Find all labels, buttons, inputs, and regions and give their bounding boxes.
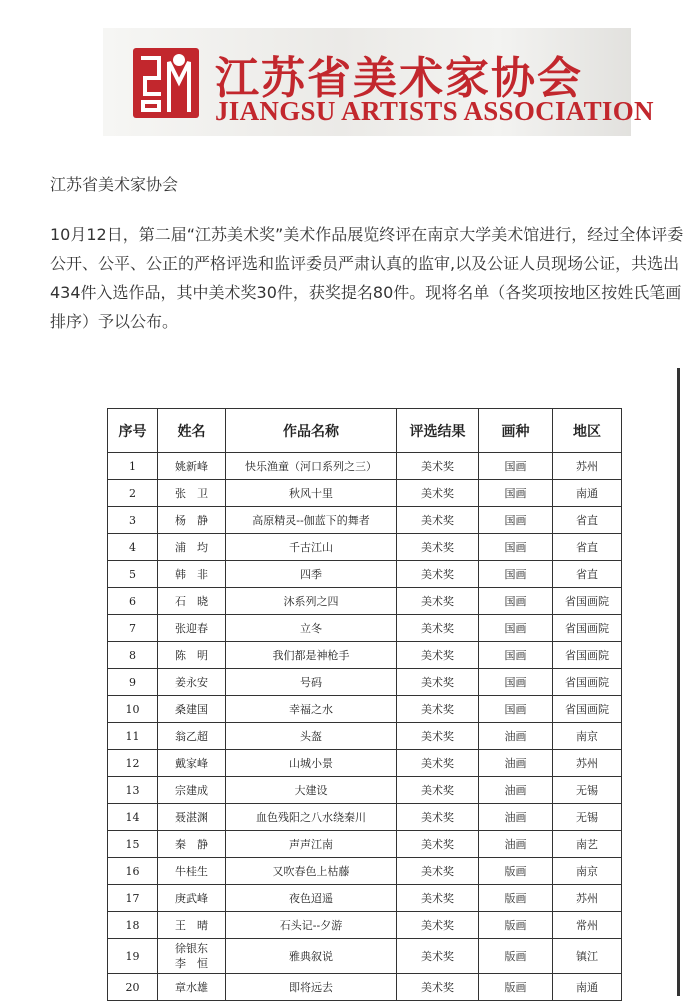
cell-name: 张迎春 [158, 615, 226, 642]
cell-work-title: 号码 [226, 669, 397, 696]
cell-genre: 国画 [479, 453, 553, 480]
cell-region: 常州 [553, 912, 622, 939]
table-row [108, 669, 622, 696]
table-row [108, 453, 622, 480]
cell-number: 20 [108, 974, 158, 1001]
cell-result: 美术奖 [397, 858, 479, 885]
cell-result: 美术奖 [397, 642, 479, 669]
cell-genre: 油画 [479, 777, 553, 804]
cell-region: 苏州 [553, 750, 622, 777]
cell-region: 南京 [553, 723, 622, 750]
cell-region: 苏州 [553, 885, 622, 912]
cell-genre: 版画 [479, 885, 553, 912]
cell-result: 美术奖 [397, 669, 479, 696]
table-row [108, 939, 622, 974]
cell-region: 南通 [553, 974, 622, 1001]
cell-number: 4 [108, 534, 158, 561]
table-row [108, 561, 622, 588]
cell-region: 南通 [553, 480, 622, 507]
cell-number: 16 [108, 858, 158, 885]
cell-result: 美术奖 [397, 723, 479, 750]
article-source: 江苏省美术家协会 [50, 175, 179, 194]
cell-genre: 国画 [479, 588, 553, 615]
cell-number: 9 [108, 669, 158, 696]
cell-result: 美术奖 [397, 507, 479, 534]
seal-glyph-icon [133, 48, 199, 118]
cell-number: 17 [108, 885, 158, 912]
table-row [108, 588, 622, 615]
cell-work-title: 千古江山 [226, 534, 397, 561]
cell-number: 10 [108, 696, 158, 723]
table-row [108, 974, 622, 1001]
cell-name: 章水雄 [158, 974, 226, 1001]
table-row [108, 858, 622, 885]
cell-result: 美术奖 [397, 974, 479, 1001]
cell-work-title: 沐系列之四 [226, 588, 397, 615]
banner-title-chinese: 江苏省美术家协会 [215, 53, 583, 104]
cell-genre: 油画 [479, 831, 553, 858]
cell-result: 美术奖 [397, 885, 479, 912]
cell-work-title: 大建设 [226, 777, 397, 804]
cell-name: 浦 均 [158, 534, 226, 561]
cell-number: 18 [108, 912, 158, 939]
cell-genre: 国画 [479, 615, 553, 642]
cell-name: 戴家峰 [158, 750, 226, 777]
cell-result: 美术奖 [397, 750, 479, 777]
cell-region: 省直 [553, 561, 622, 588]
cell-work-title: 又吹春色上枯藤 [226, 858, 397, 885]
cell-number: 6 [108, 588, 158, 615]
cell-genre: 油画 [479, 723, 553, 750]
cell-name: 桑建国 [158, 696, 226, 723]
header-work-title: 作品名称 [226, 409, 397, 453]
cell-region: 省国画院 [553, 669, 622, 696]
cell-name: 聂湛渊 [158, 804, 226, 831]
cell-result: 美术奖 [397, 912, 479, 939]
header-region: 地区 [553, 409, 622, 453]
cell-number: 8 [108, 642, 158, 669]
association-seal-logo [133, 48, 199, 118]
cell-result: 美术奖 [397, 831, 479, 858]
table-row [108, 534, 622, 561]
cell-genre: 国画 [479, 561, 553, 588]
cell-name: 秦 静 [158, 831, 226, 858]
cell-name: 宗建成 [158, 777, 226, 804]
cell-region: 省国画院 [553, 696, 622, 723]
cell-name: 杨 静 [158, 507, 226, 534]
cell-work-title: 雅典叙说 [226, 939, 397, 974]
banner-title-english: JIANGSU ARTISTS ASSOCIATION [215, 96, 654, 126]
scrollbar-line [677, 368, 680, 996]
association-banner [103, 28, 654, 136]
cell-genre: 国画 [479, 669, 553, 696]
cell-number: 19 [108, 939, 158, 974]
cell-work-title: 夜色迢遥 [226, 885, 397, 912]
cell-number: 7 [108, 615, 158, 642]
cell-region: 省国画院 [553, 642, 622, 669]
cell-name: 徐银东 李 恒 [158, 939, 226, 974]
cell-genre: 国画 [479, 642, 553, 669]
header-result: 评选结果 [397, 409, 479, 453]
cell-result: 美术奖 [397, 453, 479, 480]
cell-work-title: 我们都是神枪手 [226, 642, 397, 669]
article-paragraph: 10月12日，第二届“江苏美术奖”美术作品展览终评在南京大学美术馆进行，经过全体评委公开、公平、公正的严格评选和监评委员严肃认真的监审,以及公证人员现场公证，共选出434件入选作品，其中美术奖30件，获奖提名80件。现将名单（各奖项按地区按姓氏笔画排序）予以公布。 [50, 225, 684, 331]
cell-work-title: 石头记--夕游 [226, 912, 397, 939]
cell-name: 陈 明 [158, 642, 226, 669]
table-row [108, 696, 622, 723]
cell-region: 省直 [553, 507, 622, 534]
cell-result: 美术奖 [397, 588, 479, 615]
cell-result: 美术奖 [397, 777, 479, 804]
cell-genre: 版画 [479, 939, 553, 974]
header-genre: 画种 [479, 409, 553, 453]
table-row [108, 507, 622, 534]
cell-region: 省直 [553, 534, 622, 561]
cell-work-title: 头盔 [226, 723, 397, 750]
cell-genre: 版画 [479, 974, 553, 1001]
cell-work-title: 即将远去 [226, 974, 397, 1001]
table-header-row [108, 409, 622, 453]
cell-name: 牛桂生 [158, 858, 226, 885]
cell-region: 省国画院 [553, 588, 622, 615]
table-row [108, 750, 622, 777]
table-row [108, 777, 622, 804]
cell-name: 张 卫 [158, 480, 226, 507]
cell-number: 5 [108, 561, 158, 588]
cell-genre: 国画 [479, 534, 553, 561]
cell-number: 15 [108, 831, 158, 858]
table-row [108, 804, 622, 831]
cell-genre: 国画 [479, 696, 553, 723]
cell-result: 美术奖 [397, 561, 479, 588]
table-row [108, 615, 622, 642]
cell-name: 姜永安 [158, 669, 226, 696]
header-number: 序号 [108, 409, 158, 453]
cell-region: 无锡 [553, 804, 622, 831]
cell-number: 3 [108, 507, 158, 534]
cell-genre: 国画 [479, 507, 553, 534]
cell-genre: 国画 [479, 480, 553, 507]
cell-name: 石 晓 [158, 588, 226, 615]
cell-genre: 油画 [479, 750, 553, 777]
cell-work-title: 血色残阳之八水绕秦川 [226, 804, 397, 831]
table-row [108, 642, 622, 669]
cell-number: 12 [108, 750, 158, 777]
cell-region: 省国画院 [553, 615, 622, 642]
table-row [108, 885, 622, 912]
cell-region: 无锡 [553, 777, 622, 804]
cell-work-title: 四季 [226, 561, 397, 588]
table-row [108, 912, 622, 939]
cell-region: 南京 [553, 858, 622, 885]
cell-result: 美术奖 [397, 534, 479, 561]
cell-region: 镇江 [553, 939, 622, 974]
cell-work-title: 快乐渔童（河口系列之三） [226, 453, 397, 480]
cell-genre: 版画 [479, 912, 553, 939]
table-row [108, 480, 622, 507]
cell-genre: 油画 [479, 804, 553, 831]
award-list-table [107, 408, 622, 1001]
cell-result: 美术奖 [397, 939, 479, 974]
cell-name: 庚武峰 [158, 885, 226, 912]
cell-number: 2 [108, 480, 158, 507]
cell-name: 姚新峰 [158, 453, 226, 480]
table-row [108, 831, 622, 858]
cell-region: 苏州 [553, 453, 622, 480]
cell-work-title: 幸福之水 [226, 696, 397, 723]
header-name: 姓名 [158, 409, 226, 453]
cell-number: 13 [108, 777, 158, 804]
cell-work-title: 高原精灵--伽蓝下的舞者 [226, 507, 397, 534]
cell-name: 韩 非 [158, 561, 226, 588]
cell-name: 王 晴 [158, 912, 226, 939]
cell-work-title: 声声江南 [226, 831, 397, 858]
cell-work-title: 秋风十里 [226, 480, 397, 507]
cell-number: 14 [108, 804, 158, 831]
cell-name: 翁乙超 [158, 723, 226, 750]
cell-genre: 版画 [479, 858, 553, 885]
cell-result: 美术奖 [397, 480, 479, 507]
table-row [108, 723, 622, 750]
cell-number: 11 [108, 723, 158, 750]
cell-region: 南艺 [553, 831, 622, 858]
cell-work-title: 山城小景 [226, 750, 397, 777]
cell-result: 美术奖 [397, 615, 479, 642]
cell-result: 美术奖 [397, 696, 479, 723]
cell-result: 美术奖 [397, 804, 479, 831]
cell-number: 1 [108, 453, 158, 480]
cell-work-title: 立冬 [226, 615, 397, 642]
